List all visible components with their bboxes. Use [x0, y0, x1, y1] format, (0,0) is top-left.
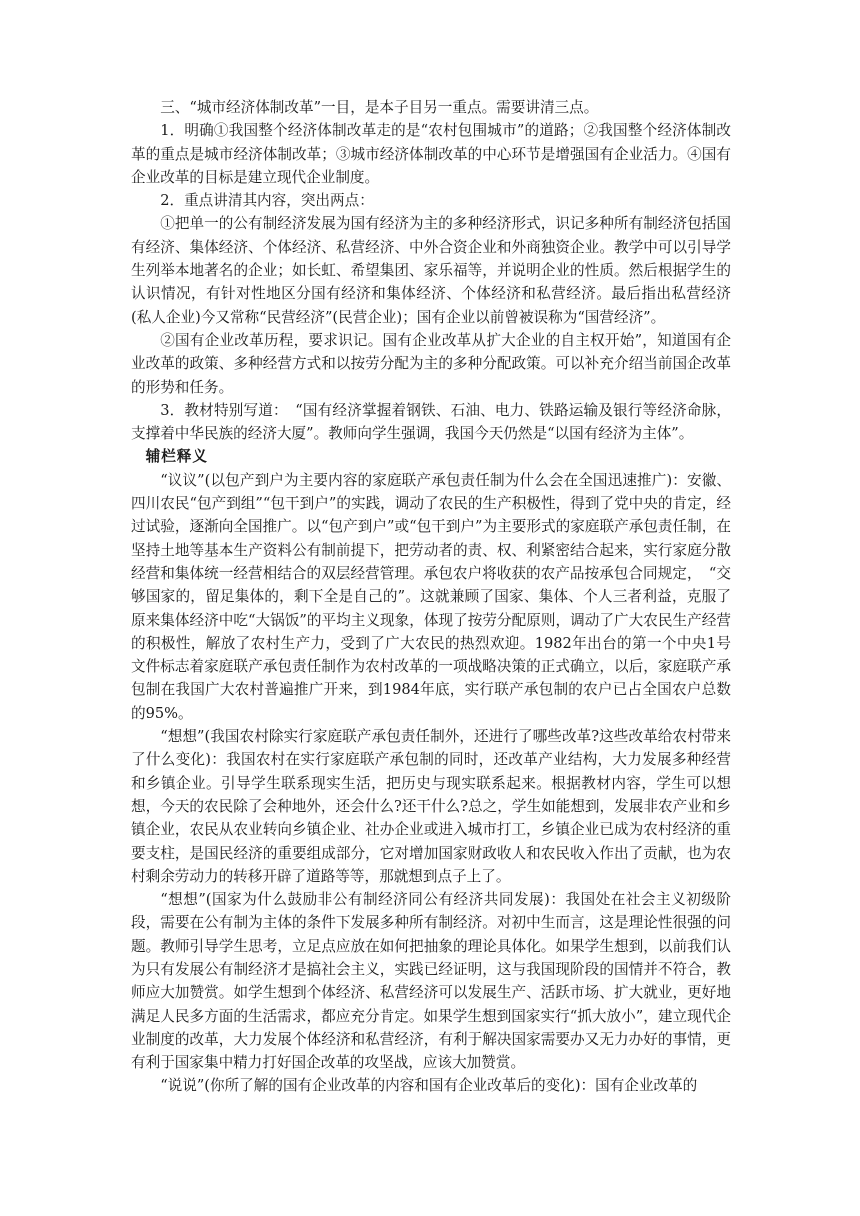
- think-nonpublic-economy-paragraph: “想想”(国家为什么鼓励非公有制经济同公有经济共同发展)：我国处在社会主义初级阶段，需要在公有制为主体的条件下发展多种所有制经济。对初中生而言，这是理论性很强的问题。教师引导学生思考，立足点应放在如何把抽象的理论具体化。如果学生想到，以前我们认为只有发展公有制经济才是搞社会主义，实践已经证明，这与我国现阶段的国情并不符合，教师应大加赞赏。如学生想到个体经济、私营经济可以发展生产、活跃市场、扩大就业，更好地满足人民多方面的生活需求，都应充分肯定。如果学生想到国家实行“抓大放小”，建立现代企业制度的改革，大力发展个体经济和私营经济，有利于解决国家需要办又无力办好的事情，更有利于国家集中精力打好国企改革的攻坚战，应该大加赞赏。: [131, 891, 731, 1072]
- section-three-intro: 三、“城市经济体制改革”一目，是本子目另一重点。需要讲清三点。: [160, 99, 599, 116]
- ownership-forms-paragraph: ①把单一的公有制经济发展为国有经济为主的多种经济形式，识记多种所有制经济包括国有经济、集体经济、个体经济、私营经济、中外合资企业和外商独资企业。教学中可以引导学生列举本地著名的企业；如长虹、希望集团、家乐福等，并说明企业的性质。然后根据学生的认识情况，有针对性地区分国有经济和集体经济、个体经济和私营经济。最后指出私营经济(私人企业)今又常称“民营经济”(民营企业)；国有企业以前曾被误称为“国营经济”。: [131, 215, 731, 326]
- point-one-paragraph: 1．明确①我国整个经济体制改革走的是“农村包围城市”的道路；②我国整个经济体制改革的重点是城市经济体制改革；③城市经济体制改革的中心环节是增强国有企业活力。④国有企业改革的目标是建立现代企业制度。: [131, 122, 731, 186]
- think-rural-reform-paragraph: “想想”(我国农村除实行家庭联产承包责任制外，还进行了哪些改革?这些改革给农村带来了什么变化)：我国农村在实行家庭联产承包制的同时，还改革产业结构，大力发展多种经营和乡镇企业。引导学生联系现实生活，把历史与现实联系起来。根据教材内容，学生可以想想，今天的农民除了会种地外，还会什么?还干什么?总之，学生如能想到，发展非农产业和乡镇企业，农民从农业转向乡镇企业、社办企业或进入城市打工，乡镇企业已成为农村经济的重要支柱，是国民经济的重要组成部分，它对增加国家财政收人和农民收入作出了贡献，也为农村剩余劳动力的转移开辟了道路等等，那就想到点子上了。: [131, 728, 731, 885]
- point-two-paragraph: 2．重点讲清其内容，突出两点：: [160, 192, 374, 210]
- soe-reform-paragraph: ②国有企业改革历程，要求识记。国有企业改革从扩大企业的自主权开始”，知道国有企业改革的政策、多种经营方式和以按劳分配为主的多种分配政策。可以补充介绍当前国企改革的形势和任务。: [131, 331, 731, 396]
- document-page: [131, 96, 731, 1098]
- discussion-paragraph: “议议”(以包产到户为主要内容的家庭联产承包责任制为什么会在全国迅速推广)：安徽、四川农民“包产到组”“包干到户”的实践，调动了农民的生产积极性，得到了党中央的肯定，经过试验，逐渐向全国推广。以“包产到户”或“包干到户”为主要形式的家庭联产承包责任制，在坚持土地等基本生产资料公有制前提下，把劳动者的责、权、利紧密结合起来，实行家庭分散经营和集体统一经营相结合的双层经营管理。承包农户将收获的农产品按承包合同规定， “交够国家的，留足集体的，剩下全是自己的”。这就兼顾了国家、集体、个人三者利益，克服了原来集体经济中吃“大锅饭”的平均主义现象，体现了按劳分配原则，调动了广大农民生产经营的积极性，解放了农村生产力，受到了广大农民的热烈欢迎。1982年出台的第一个中央1号文件标志着家庭联产承包责任制作为农村改革的一项战略决策的正式确立，以后，家庭联产承包制在我国广大农村普遍推广开来，到1984年底，实行联产承包制的农户已占全国农户总数的95%。: [131, 471, 731, 722]
- point-three-paragraph: 3．教材特别写道： “国有经济掌握着钢铁、石油、电力、铁路运输及银行等经济命脉，支撑着中华民族的经济大厦”。教师向学生强调，我国今天仍然是“以国有经济为主体”。: [131, 401, 731, 443]
- talk-soe-reform-paragraph: “说说”(你所了解的国有企业改革的内容和国有企业改革后的变化)：国有企业改革的: [160, 1077, 698, 1095]
- sidebar-heading: 辅栏释义: [145, 448, 208, 466]
